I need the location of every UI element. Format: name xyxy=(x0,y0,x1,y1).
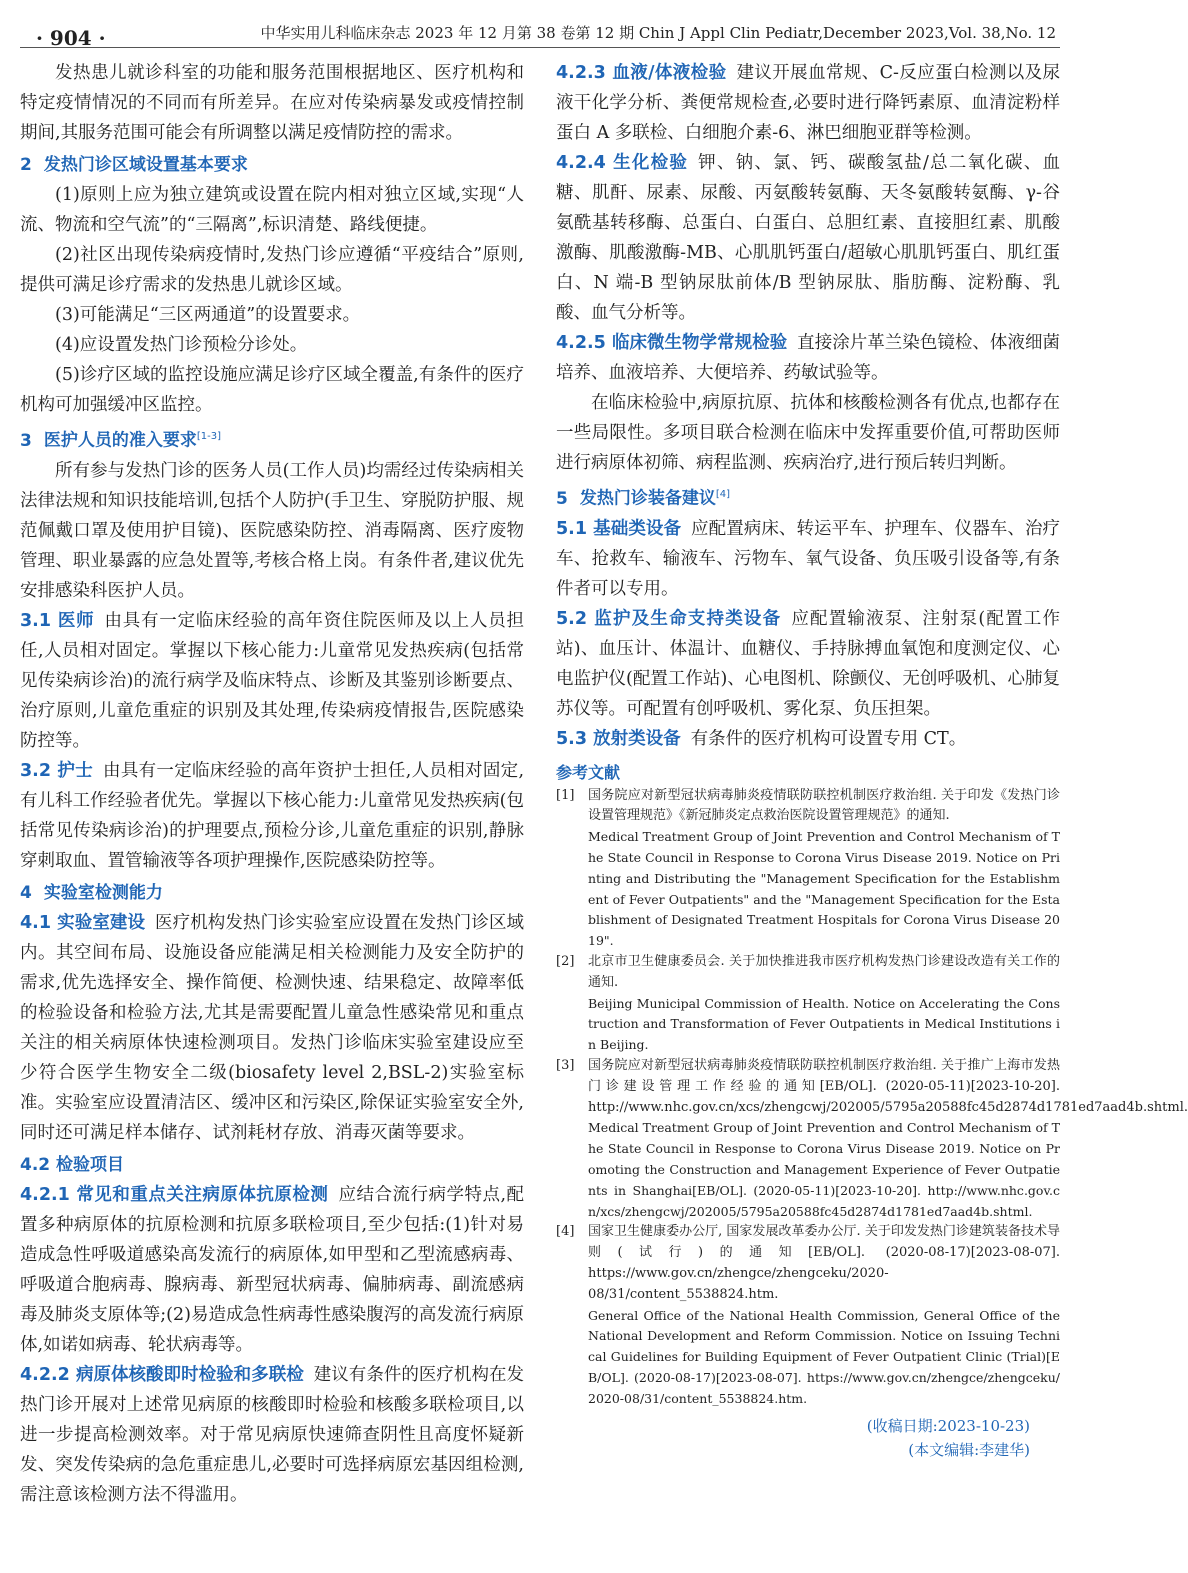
list-item: (3)可能满足“三区两通道”的设置要求。 xyxy=(55,305,361,325)
subsection-heading: 4.2 检验项目 xyxy=(20,1154,125,1175)
page-number: · 904 · xyxy=(36,26,106,50)
subsection: 3.2 护士 由具有一定临床经验的高年资护士担任,人员相对固定,有儿科工作经验者优先。掌握以下核心能力:儿童常见发热疾病(包括常见传染病诊治)的护理要点,预检分诊,儿童危重症的识别,静脉穿刺取血、置管输液等各项护理操作,医院感染防控等。 xyxy=(20,760,525,871)
section-heading: 5 发热门诊装备建议[4] xyxy=(556,488,731,509)
left-column xyxy=(20,58,524,1510)
citation: [1-3] xyxy=(196,431,221,442)
reference-item: [1] 国务院应对新型冠状病毒肺炎疫情联防联控机制医疗救治组. 关于印发《发热门诊设置管理规范》《新冠肺炎定点救治医院设置管理规范》的通知. Medical Treatment Group of Joint Prevention and Control Mechanism of The State Council in Response to Corona Virus Disease 2019. Notice on Printing and Distributing the "Management Specification for the Establishment of Fever Outpatients" and the "Management Specification for the Establishment of Designated Treatment Hospitals for Corona Virus Disease 2019". xyxy=(556,787,1060,949)
reference-item: [2] 北京市卫生健康委员会. 关于加快推进我市医疗机构发热门诊建设改造有关工作的通知. Beijing Municipal Commission of Health. Notice on Accelerating the Construction and Transformation of Fever Outpatients in Medical Institutions in Beijing. xyxy=(556,954,1060,1053)
subsection: 4.1 实验室建设 医疗机构发热门诊实验室应设置在发热门诊区域内。其空间布局、设施设备应能满足相关检测能力及安全防护的需求,优先选择安全、操作简便、检测快速、结果稳定、故障率低的检验设备和检验方法,尤其是需要配置儿童急性感染常见和重点关注的相关病原体快速检测项目。发热门诊临床实验室建设应至少符合医学生物安全二级(biosafety level 2,BSL-2)实验室标准。实验室应设置清洁区、缓冲区和污染区,除保证实验室安全外,同时还可满足样本储存、试剂耗材存放、消毒灭菌等要求。 xyxy=(20,912,525,1143)
list-item: (2)社区出现传染病疫情时,发热门诊应遵循“平疫结合”原则,提供可满足诊疗需求的发热患儿就诊区域。 xyxy=(20,245,524,295)
list-item: (5)诊疗区域的监控设施应满足诊疗区域全覆盖,有条件的医疗机构可加强缓冲区监控。 xyxy=(20,365,524,415)
citation: [4] xyxy=(715,489,731,500)
received-date: (收稿日期:2023-10-23) xyxy=(866,1416,1030,1435)
subsection: 4.2.1 常见和重点关注病原体抗原检测 应结合流行病学特点,配置多种病原体的抗原检测和抗原多联检项目,至少包括:(1)针对易造成急性呼吸道感染高发流行的病原体,如甲型和乙型流感病毒、呼吸道合胞病毒、腺病毒、新型冠状病毒、偏肺病毒、副流感病毒及肺炎支原体等;(2)易造成急性病毒性感染腹泻的高发流行病原体,如诺如病毒、轮状病毒等。 xyxy=(20,1184,525,1355)
paragraph: 在临床检验中,病原抗原、抗体和核酸检测各有优点,也都存在一些局限性。多项目联合检测在临床中发挥重要价值,可帮助医师进行病原体初筛、病程监测、疾病治疗,进行预后转归判断。 xyxy=(556,393,1060,473)
section-heading: 4 实验室检测能力 xyxy=(20,882,163,903)
reference-item: [3] 国务院应对新型冠状病毒肺炎疫情联防联控机制医疗救治组. 关于推广上海市发热门诊建设管理工作经验的通知[EB/OL]. (2020-05-11)[2023-10-20]. http://www.nhc.gov.cn/xcs/zhengcwj/202005/5795a20588fc45d2874d1781ed7aad4b.shtml. Medical Treatment Group of Joint Prevention and Control Mechanism of The State Council in Response to Corona Virus Disease 2019. Notice on Promoting the Construction and Management Experience of Fever Outpatients in Shanghai[EB/OL]. (2020-05-11)[2023-10-20]. http://www.nhc.gov.cn/xcs/zhengcwj/202005/5795a20588fc45d2874d1781ed7aad4b.shtml. xyxy=(556,1058,1188,1219)
section-heading: 2 发热门诊区域设置基本要求 xyxy=(20,155,248,175)
reference-item: [4] 国家卫生健康委办公厅, 国家发展改革委办公厅. 关于印发发热门诊建筑装备技术导则(试行)的通知[EB/OL]. (2020-08-17)[2023-08-07]. https://www.gov.cn/zhengce/zhengceku/2020-08/31/content_5538824.htm. General Office of the National Health Commission, General Office of the National Development and Reform Commission. Notice on Issuing Technical Guidelines for Building Equipment of Fever Outpatient Clinic (Trial)[EB/OL]. (2020-08-17)[2023-08-07]. https://www.gov.cn/zhengce/zhengceku/2020-08/31/content_5538824.htm. xyxy=(556,1224,1060,1406)
paragraph: 所有参与发热门诊的医务人员(工作人员)均需经过传染病相关法律法规和知识技能培训,包括个人防护(手卫生、穿脱防护服、规范佩戴口罩及使用护目镜)、医院感染防控、消毒隔离、医疗废物管理、职业暴露的应急处置等,考核合格上岗。有条件者,建议优先安排感染科医护人员。 xyxy=(20,460,524,601)
subsection: 4.2.5 临床微生物学常规检验 直接涂片革兰染色镜检、体液细菌培养、血液培养、大便培养、药敏试验等。 xyxy=(556,333,1060,383)
list-item: (4)应设置发热门诊预检分诊处。 xyxy=(55,335,308,355)
article-footer xyxy=(556,1414,1060,1462)
list-item: (1)原则上应为独立建筑或设置在院内相对独立区域,实现“人流、物流和空气流”的“三隔离”,标识清楚、路线便捷。 xyxy=(20,185,524,235)
editor-note: (本文编辑:李建华) xyxy=(908,1440,1030,1459)
page-header xyxy=(20,12,1060,48)
references-heading: 参考文献 xyxy=(556,762,621,782)
subsection: 5.3 放射类设备 有条件的医疗机构可设置专用 CT。 xyxy=(556,728,967,749)
journal-citation: 中华实用儿科临床杂志 2023 年 12 月第 38 卷第 12 期 Chin J Appl Clin Pediatr,December 2023,Vol. 38,No. 12 xyxy=(260,24,1056,42)
intro-paragraph: 发热患儿就诊科室的功能和服务范围根据地区、医疗机构和特定疫情情况的不同而有所差异。在应对传染病暴发或疫情控制期间,其服务范围可能会有所调整以满足疫情防控的需求。 xyxy=(20,63,524,143)
subsection: 3.1 医师 由具有一定临床经验的高年资住院医师及以上人员担任,人员相对固定。掌握以下核心能力:儿童常见发热疾病(包括常见传染病诊治)的流行病学及临床特点、诊断及其鉴别诊断要点、治疗原则,儿童危重症的识别及其处理,传染病疫情报告,医院感染防控等。 xyxy=(20,610,525,751)
section-heading: 3 医护人员的准入要求[1-3] xyxy=(20,430,221,451)
subsection: 4.2.3 血液/体液检验 建议开展血常规、C-反应蛋白检测以及尿液干化学分析、粪便常规检查,必要时进行降钙素原、血清淀粉样蛋白 A 多联检、白细胞介素-6、淋巴细胞亚群等检测。 xyxy=(556,63,1061,143)
subsection: 5.2 监护及生命支持类设备 应配置输液泵、注射泵(配置工作站)、血压计、体温计、血糖仪、手持脉搏血氧饱和度测定仪、心电监护仪(配置工作站)、心电图机、除颤仪、无创呼吸机、心肺复苏仪等。可配置有创呼吸机、雾化泵、负压担架。 xyxy=(556,608,1060,719)
right-column xyxy=(556,58,1188,1462)
subsection: 5.1 基础类设备 应配置病床、转运平车、护理车、仪器车、治疗车、抢救车、输液车、污物车、氧气设备、负压吸引设备等,有条件者可以专用。 xyxy=(556,518,1061,599)
subsection: 4.2.4 生化检验 钾、钠、氯、钙、碳酸氢盐/总二氧化碳、血糖、肌酐、尿素、尿酸、丙氨酸转氨酶、天冬氨酸转氨酶、γ-谷氨酰基转移酶、总蛋白、白蛋白、总胆红素、直接胆红素、肌酸激酶、肌酸激酶-MB、心肌肌钙蛋白/超敏心肌肌钙蛋白、肌红蛋白、N 端-B 型钠尿肽前体/B 型钠尿肽、脂肪酶、淀粉酶、乳酸、血气分析等。 xyxy=(556,153,1060,323)
subsection: 4.2.2 病原体核酸即时检验和多联检 建议有条件的医疗机构在发热门诊开展对上述常见病原的核酸即时检验和核酸多联检项目,以进一步提高检测效率。对于常见病原快速筛查阴性且高度怀疑新发、突发传染病的急危重症患儿,必要时可选择病原宏基因组检测,需注意该检测方法不得滥用。 xyxy=(20,1364,525,1505)
